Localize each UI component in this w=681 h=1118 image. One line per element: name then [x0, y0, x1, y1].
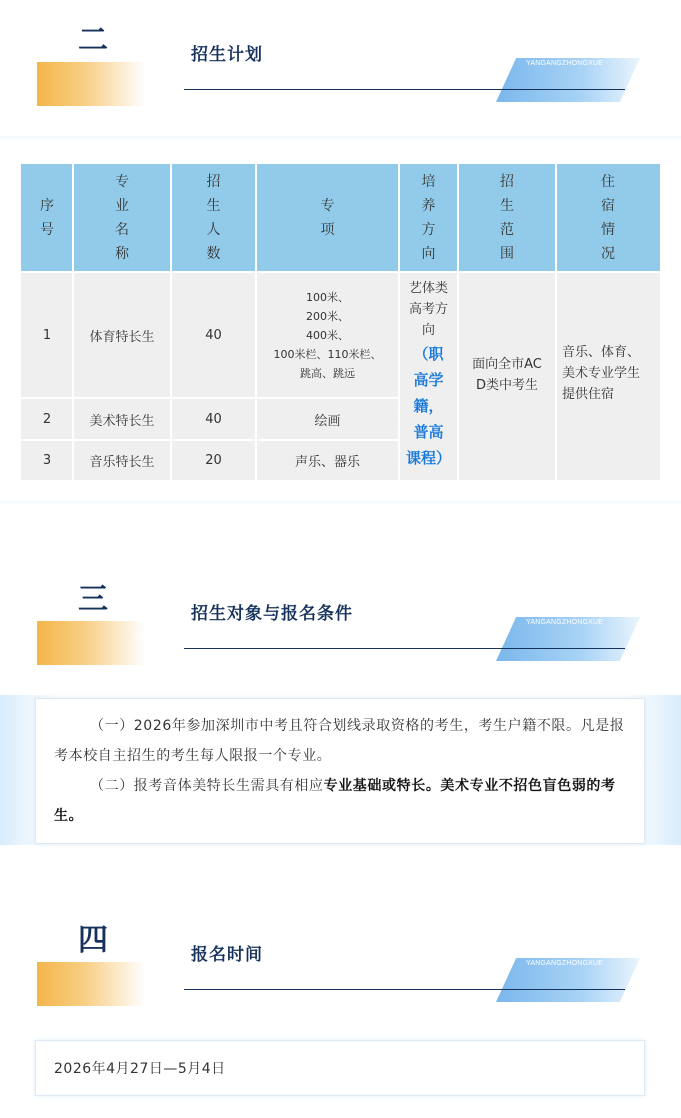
grid-line [255, 164, 257, 480]
grid-line [398, 164, 400, 480]
table-cell-count: 20 [171, 440, 256, 480]
section-rule [184, 989, 625, 990]
section-header-schedule [0, 920, 681, 1040]
requirement-paragraph-2: （二）报考音体美特长生需具有相应专业基础或特长。美术专业不招色盲色弱的考生。 [54, 778, 616, 824]
registration-date: 2026年4月27日—5月4日 [54, 1061, 226, 1077]
table-cell-no: 3 [21, 440, 73, 480]
grid-line [72, 164, 74, 480]
section-header-eligibility [0, 579, 681, 699]
section-tag: YANGANGZHONGXUE [526, 960, 604, 967]
table-cell-major: 体育特长生 [73, 272, 171, 398]
grid-line [21, 439, 399, 441]
table-cell-count: 40 [171, 398, 256, 440]
enrollment-plan-table [21, 164, 660, 480]
section-number: 二 [78, 23, 108, 58]
schedule-box [35, 1040, 645, 1096]
section-number: 三 [78, 582, 108, 617]
section-title: 报名时间 [191, 945, 263, 965]
grid-line [21, 397, 399, 399]
divider [0, 136, 681, 140]
header-cell-lodging: 住 宿 情 况 [556, 164, 660, 272]
table-cell-count: 40 [171, 272, 256, 398]
requirement-paragraph-1: （一）2026年参加深圳市中考且符合划线录取资格的考生，考生户籍不限。凡是报考本校自主招生的考生每人限报一个专业。 [54, 718, 625, 764]
section-accent-bar [37, 962, 145, 1006]
table-cell-lodging: 音乐、体育、 美术专业学生 提供住宿 [556, 272, 660, 480]
section-number: 四 [78, 923, 108, 958]
table-cell-no: 1 [21, 272, 73, 398]
header-cell-count: 招 生 人 数 [171, 164, 256, 272]
table-cell-items: 绘画 [256, 398, 399, 440]
section-tag: YANGANGZHONGXUE [526, 60, 604, 67]
section-accent-bar [37, 621, 145, 665]
requirements-box [35, 698, 645, 844]
grid-line [555, 164, 557, 480]
section-accent-bar [37, 62, 145, 106]
section-title: 招生对象与报名条件 [191, 604, 353, 624]
header-cell-direction: 培 养 方 向 [399, 164, 458, 272]
grid-line [457, 164, 459, 480]
section-rule [184, 648, 625, 649]
grid-line [21, 271, 660, 273]
table-cell-major: 音乐特长生 [73, 440, 171, 480]
table-cell-major: 美术特长生 [73, 398, 171, 440]
table-cell-items: 100米、 200米、 400米、 100米栏、110米栏、 跳高、跳远 [256, 272, 399, 398]
header-cell-no: 序 号 [21, 164, 73, 272]
section-header-plan [0, 20, 681, 140]
section-tag: YANGANGZHONGXUE [526, 619, 604, 626]
table-cell-direction: 艺体类 高考方 向 （职 高学 籍， 普高 课程） [399, 272, 458, 480]
table-cell-no: 2 [21, 398, 73, 440]
header-cell-scope: 招 生 范 围 [458, 164, 556, 272]
header-cell-major: 专 业 名 称 [73, 164, 171, 272]
section-rule [184, 89, 625, 90]
grid-line [170, 164, 172, 480]
divider [0, 501, 681, 505]
table-cell-scope: 面向全市AC D类中考生 [458, 272, 556, 480]
table-cell-items: 声乐、器乐 [256, 440, 399, 480]
header-cell-items: 专 项 [256, 164, 399, 272]
section-title: 招生计划 [191, 45, 263, 65]
